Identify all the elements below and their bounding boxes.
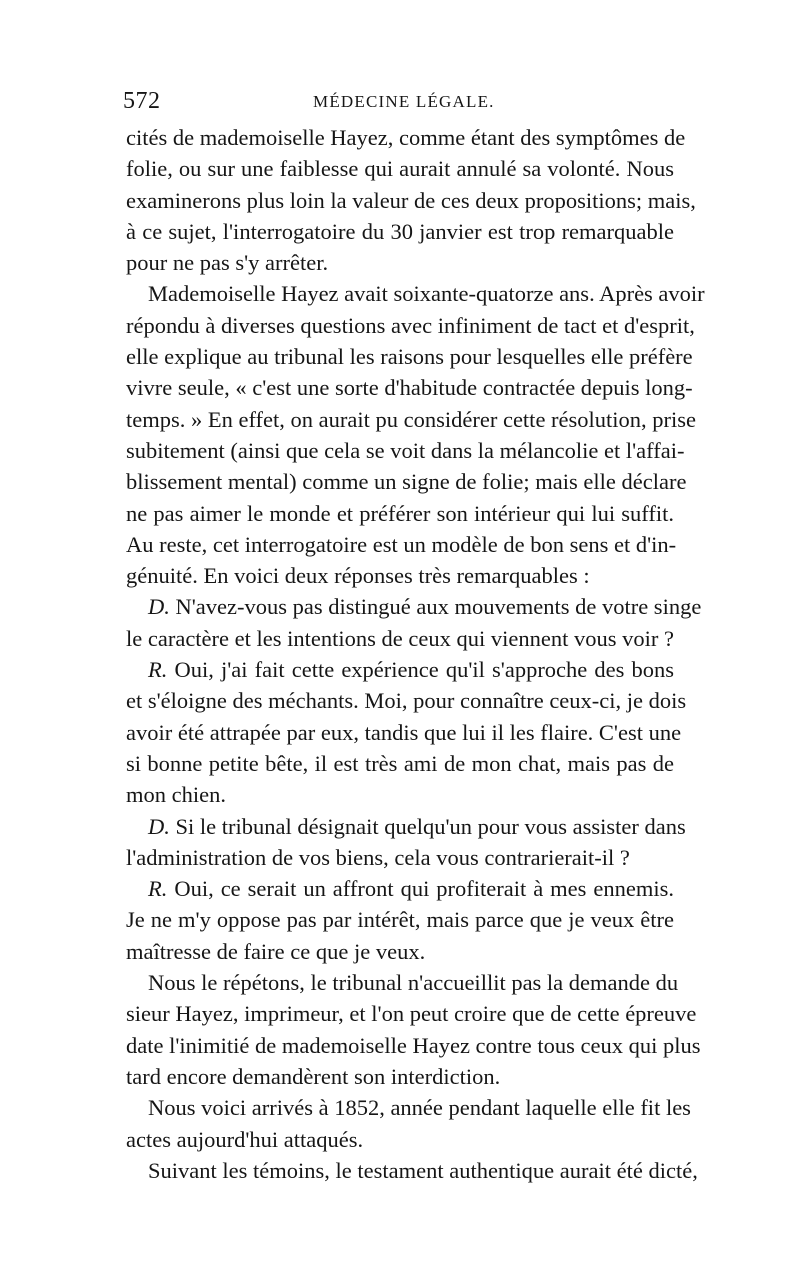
question-marker: D. [148,594,170,620]
dialogue-text: Oui, j'ai fait cette expérience qu'il s'approche des bons [174,657,675,683]
dialogue-line [126,873,674,904]
page-header [123,88,683,118]
dialogue-text: Oui, ce serait un affront qui profiterait à mes ennemis. [174,876,674,902]
text-line: Au reste, cet interrogatoire est un modèle de bon sens et d'in- [126,531,677,557]
text-line: le caractère et les intentions de ceux qui viennent vous voir ? [126,625,674,651]
text-line: si bonne petite bête, il est très ami de mon chat, mais pas de [126,750,674,776]
text-line: sieur Hayez, imprimeur, et l'on peut croire que de cette épreuve [126,1001,697,1027]
text-line: Nous voici arrivés à 1852, année pendant laquelle elle fit les [148,1095,691,1121]
text-line: elle explique au tribunal les raisons pour lesquelles elle préfère [126,344,693,370]
text-line: Je ne m'y oppose pas par intérêt, mais parce que je veux être [126,907,674,933]
text-line: et s'éloigne des méchants. Moi, pour connaître ceux-ci, je dois [126,688,687,714]
text-line: temps. » En effet, on aurait pu considérer cette résolution, prise [126,406,697,432]
text-line: vivre seule, « c'est une sorte d'habitude contractée depuis long- [126,375,693,401]
text-line: mon chien. [126,782,226,808]
question-marker: D. [148,813,170,839]
body-text [126,122,705,1186]
text-line: actes aujourd'hui attaqués. [126,1126,364,1152]
dialogue-line [126,811,686,842]
text-line: génuité. En voici deux réponses très remarquables : [126,563,590,589]
text-line: cités de mademoiselle Hayez, comme étant des symptômes de [126,125,686,150]
text-line: subitement (ainsi que cela se voit dans la mélancolie et l'affai- [126,437,685,463]
text-line: date l'inimitié de mademoiselle Hayez contre tous ceux qui plus [126,1032,701,1058]
dialogue-line [126,591,702,622]
text-line: à ce sujet, l'interrogatoire du 30 janvier est trop remarquable [126,218,674,244]
text-line: examinerons plus loin la valeur de ces deux propositions; mais, [126,187,696,213]
text-line: tard encore demandèrent son interdiction. [126,1063,501,1089]
answer-marker: R. [148,876,168,902]
text-line: l'administration de vos biens, cela vous contrarierait-il ? [126,844,630,870]
page-number: 572 [123,88,161,114]
text-line: pour ne pas s'y arrêter. [126,250,329,276]
dialogue-text: Si le tribunal désignait quelqu'un pour vous assister dans [175,813,686,839]
answer-marker: R. [148,657,168,683]
text-line: avoir été attrapée par eux, tandis que lui il les flaire. C'est une [126,719,682,745]
text-line: blissement mental) comme un signe de folie; mais elle déclare [126,469,687,495]
dialogue-line [126,654,674,685]
text-line: maîtresse de faire ce que je veux. [126,938,426,964]
text-line: répondu à diverses questions avec infiniment de tact et d'esprit, [126,312,695,338]
running-title: MÉDECINE LÉGALE. [313,92,495,111]
text-line: Mademoiselle Hayez avait soixante-quatorze ans. Après avoir [148,281,705,307]
text-line: Suivant les témoins, le testament authentique aurait été dicté, [148,1157,698,1183]
text-line: folie, ou sur une faiblesse qui aurait annulé sa volonté. Nous [126,156,674,182]
dialogue-text: N'avez-vous pas distingué aux mouvements de votre singe [175,594,702,620]
text-line: Nous le répétons, le tribunal n'accueillit pas la demande du [148,970,679,996]
text-line: ne pas aimer le monde et préférer son intérieur qui lui suffit. [126,500,674,526]
